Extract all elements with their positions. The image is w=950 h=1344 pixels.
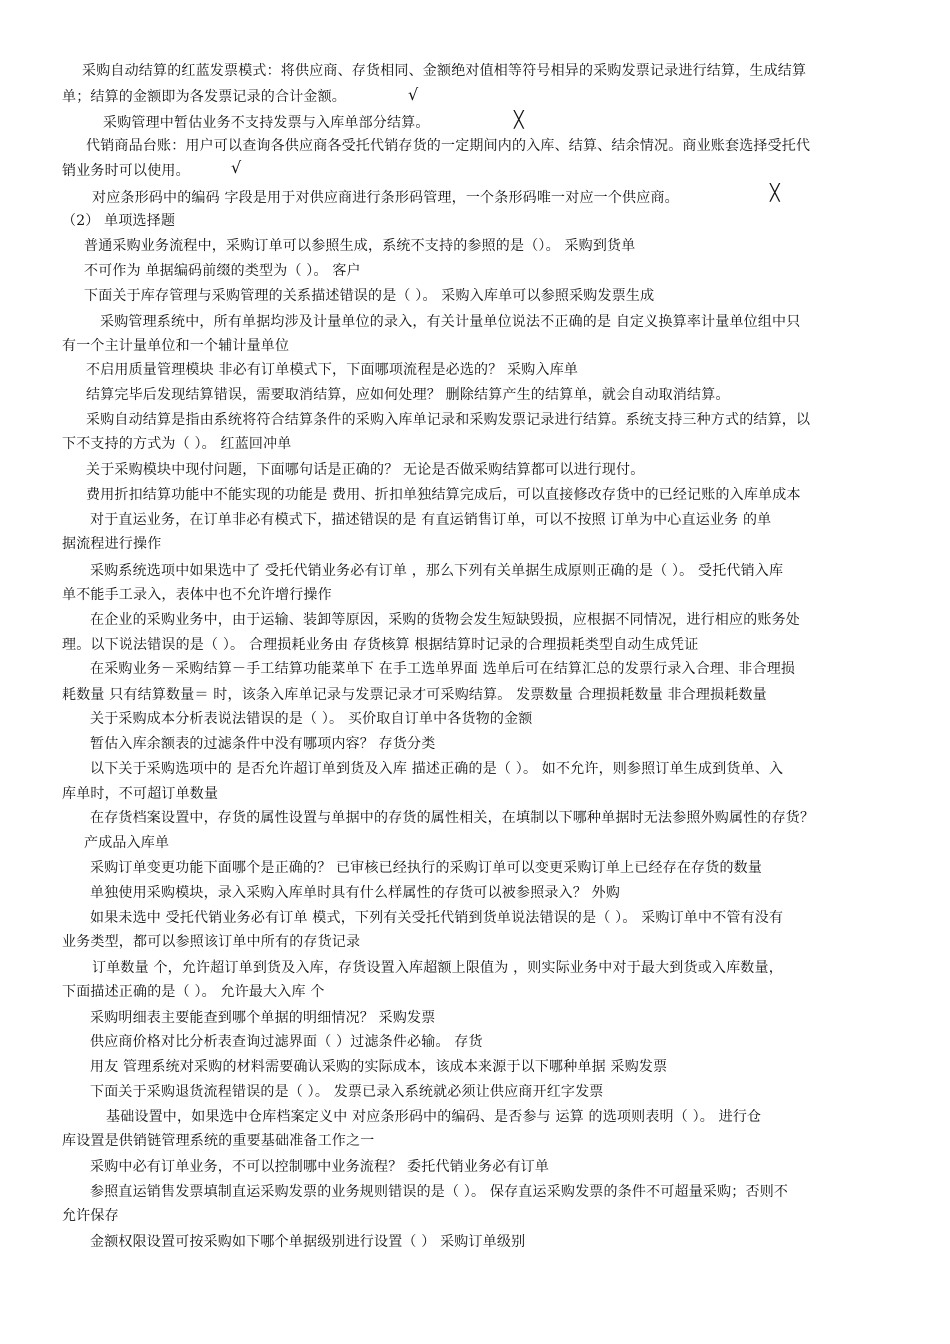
text-line: 产成品入库单 bbox=[84, 835, 170, 851]
text-line: 参照直运销售发票填制直运采购发票的业务规则错误的是（ ）。 保存直运采购发票的条件不可超量采购；否则不 bbox=[90, 1184, 789, 1200]
text-line: 采购自动结算的红蓝发票模式：将供应商、存货相同、金额绝对值相等符号相异的采购发票记录进行结算，生成结算 bbox=[82, 63, 807, 79]
text-line: 用友 管理系统对采购的材料需要确认采购的实际成本，该成本来源于以下哪种单据 采购发票 bbox=[90, 1059, 668, 1075]
text-line: 采购明细表主要能查到哪个单据的明细情况？ 采购发票 bbox=[90, 1010, 436, 1026]
text-line: 理。以下说法错误的是（ ）。 合理损耗业务由 存货核算 根据结算时记录的合理损耗类型自动生成凭证 bbox=[62, 637, 699, 653]
text-line: 采购中必有订单业务，不可以控制哪中业务流程？ 委托代销业务必有订单 bbox=[90, 1159, 550, 1175]
text-line: 耗数量 只有结算数量＝ 时，该条入库单记录与发票记录才可采购结算。 发票数量 合理损耗数量 非合理损耗数量 bbox=[62, 687, 767, 703]
text-line: 下面关于库存管理与采购管理的关系描述错误的是（ ）。 采购入库单可以参照采购发票生成 bbox=[84, 288, 655, 304]
check-mark-icon: √ bbox=[231, 158, 242, 177]
text-line: 销业务时可以使用。 bbox=[62, 163, 190, 179]
text-line: 单；结算的金额即为各发票记录的合计金额。 bbox=[62, 89, 346, 105]
text-line: 如果未选中 受托代销业务必有订单 模式，下列有关受托代销到货单说法错误的是（ ）。 采购订单中不管有没有 bbox=[90, 910, 784, 926]
text-line: 金额权限设置可按采购如下哪个单据级别进行设置（ ） 采购订单级别 bbox=[90, 1234, 526, 1250]
text-line: 供应商价格对比分析表查询过滤界面（ ）过滤条件必输。 存货 bbox=[90, 1034, 483, 1050]
text-line: 下面关于采购退货流程错误的是（ ）。 发票已录入系统就必须让供应商开红字发票 bbox=[90, 1084, 604, 1100]
check-mark-icon: √ bbox=[408, 85, 419, 104]
text-line: 不启用质量管理模块 非必有订单模式下，下面哪项流程是必选的？ 采购入库单 bbox=[86, 362, 579, 378]
text-line: 据流程进行操作 bbox=[62, 536, 162, 552]
text-line: 采购管理中暂估业务不支持发票与入库单部分结算。 bbox=[103, 115, 430, 131]
section-heading: （2） 单项选择题 bbox=[62, 213, 176, 229]
text-line: 允许保存 bbox=[62, 1208, 119, 1224]
text-line: 结算完毕后发现结算错误，需要取消结算，应如何处理？ 删除结算产生的结算单，就会自动取消结算。 bbox=[86, 387, 730, 403]
text-line: 在企业的采购业务中，由于运输、装卸等原因，采购的货物会发生短缺毁损，应根据不同情况，进行相应的账务处 bbox=[90, 612, 800, 628]
text-line: 关于采购成本分析表说法错误的是（ ）。 买价取自订单中各货物的金额 bbox=[90, 711, 533, 727]
text-line: 单独使用采购模块，录入采购入库单时具有什么样属性的存货可以被参照录入？ 外购 bbox=[90, 885, 621, 901]
text-line: 代销商品台账：用户可以查询各供应商各受托代销存货的一定期间内的入库、结算、结余情况。商业账套选择受托代 bbox=[86, 138, 811, 154]
text-line: 采购自动结算是指由系统将符合结算条件的采购入库单记录和采购发票记录进行结算。系统支持三种方式的结算，以 bbox=[86, 412, 811, 428]
text-line: 在采购业务－采购结算－手工结算功能菜单下 在手工选单界面 选单后可在结算汇总的发票行录入合理、非合理损 bbox=[90, 661, 796, 677]
text-line: 对于直运业务，在订单非必有模式下，描述错误的是 有直运销售订单，可以不按照 订单为中心直运业务 的单 bbox=[90, 512, 772, 528]
text-line: 关于采购模块中现付问题，下面哪句话是正确的？ 无论是否做采购结算都可以进行现付。 bbox=[86, 462, 645, 478]
text-line: 单不能手工录入，表体中也不允许增行操作 bbox=[62, 587, 332, 603]
text-line: 普通采购业务流程中，采购订单可以参照生成，系统不支持的参照的是（）。 采购到货单 bbox=[84, 238, 636, 254]
cross-mark-icon: ╳ bbox=[770, 183, 780, 202]
cross-mark-icon: ╳ bbox=[514, 110, 524, 129]
text-line: 暂估入库余额表的过滤条件中没有哪项内容？ 存货分类 bbox=[90, 736, 436, 752]
text-line: 有一个主计量单位和一个辅计量单位 bbox=[62, 338, 290, 354]
text-line: 库设置是供销链管理系统的重要基础准备工作之一 bbox=[62, 1133, 375, 1149]
text-line: 下不支持的方式为（ ）。 红蓝回冲单 bbox=[62, 436, 292, 452]
text-line: 业务类型，都可以参照该订单中所有的存货记录 bbox=[62, 934, 361, 950]
text-line: 采购订单变更功能下面哪个是正确的？ 已审核已经执行的采购订单可以变更采购订单上已经存在存货的数量 bbox=[90, 860, 763, 876]
text-line: 订单数量 个，允许超订单到货及入库，存货设置入库超额上限值为 ，则实际业务中对于最大到货或入库数量， bbox=[92, 960, 783, 976]
text-line: 下面描述正确的是（ ）。 允许最大入库 个 bbox=[62, 984, 325, 1000]
text-line: 库单时，不可超订单数量 bbox=[62, 786, 219, 802]
text-line: 以下关于采购选项中的 是否允许超订单到货及入库 描述正确的是（ ）。 如不允许，则参照订单生成到货单、入 bbox=[90, 761, 784, 777]
text-line: 费用折扣结算功能中不能实现的功能是 费用、折扣单独结算完成后，可以直接修改存货中的已经记账的入库单成本 bbox=[86, 487, 801, 503]
text-line: 采购系统选项中如果选中了 受托代销业务必有订单 ，那么下列有关单据生成原则正确的是（ ）。 受托代销入库 bbox=[90, 563, 784, 579]
text-line: 基础设置中，如果选中仓库档案定义中 对应条形码中的编码、是否参与 运算 的选项则表明（ ）。 进行仓 bbox=[106, 1109, 762, 1125]
text-line: 采购管理系统中，所有单据均涉及计量单位的录入，有关计量单位说法不正确的是 自定义换算率计量单位组中只 bbox=[100, 314, 801, 330]
text-line: 不可作为 单据编码前缀的类型为（ ）。 客户 bbox=[84, 263, 361, 279]
text-line: 在存货档案设置中，存货的属性设置与单据中的存货的属性相关，在填制以下哪种单据时无法参照外购属性的存货？ bbox=[90, 810, 815, 826]
text-line: 对应条形码中的编码 字段是用于对供应商进行条形码管理，一个条形码唯一对应一个供应商。 bbox=[92, 190, 679, 206]
